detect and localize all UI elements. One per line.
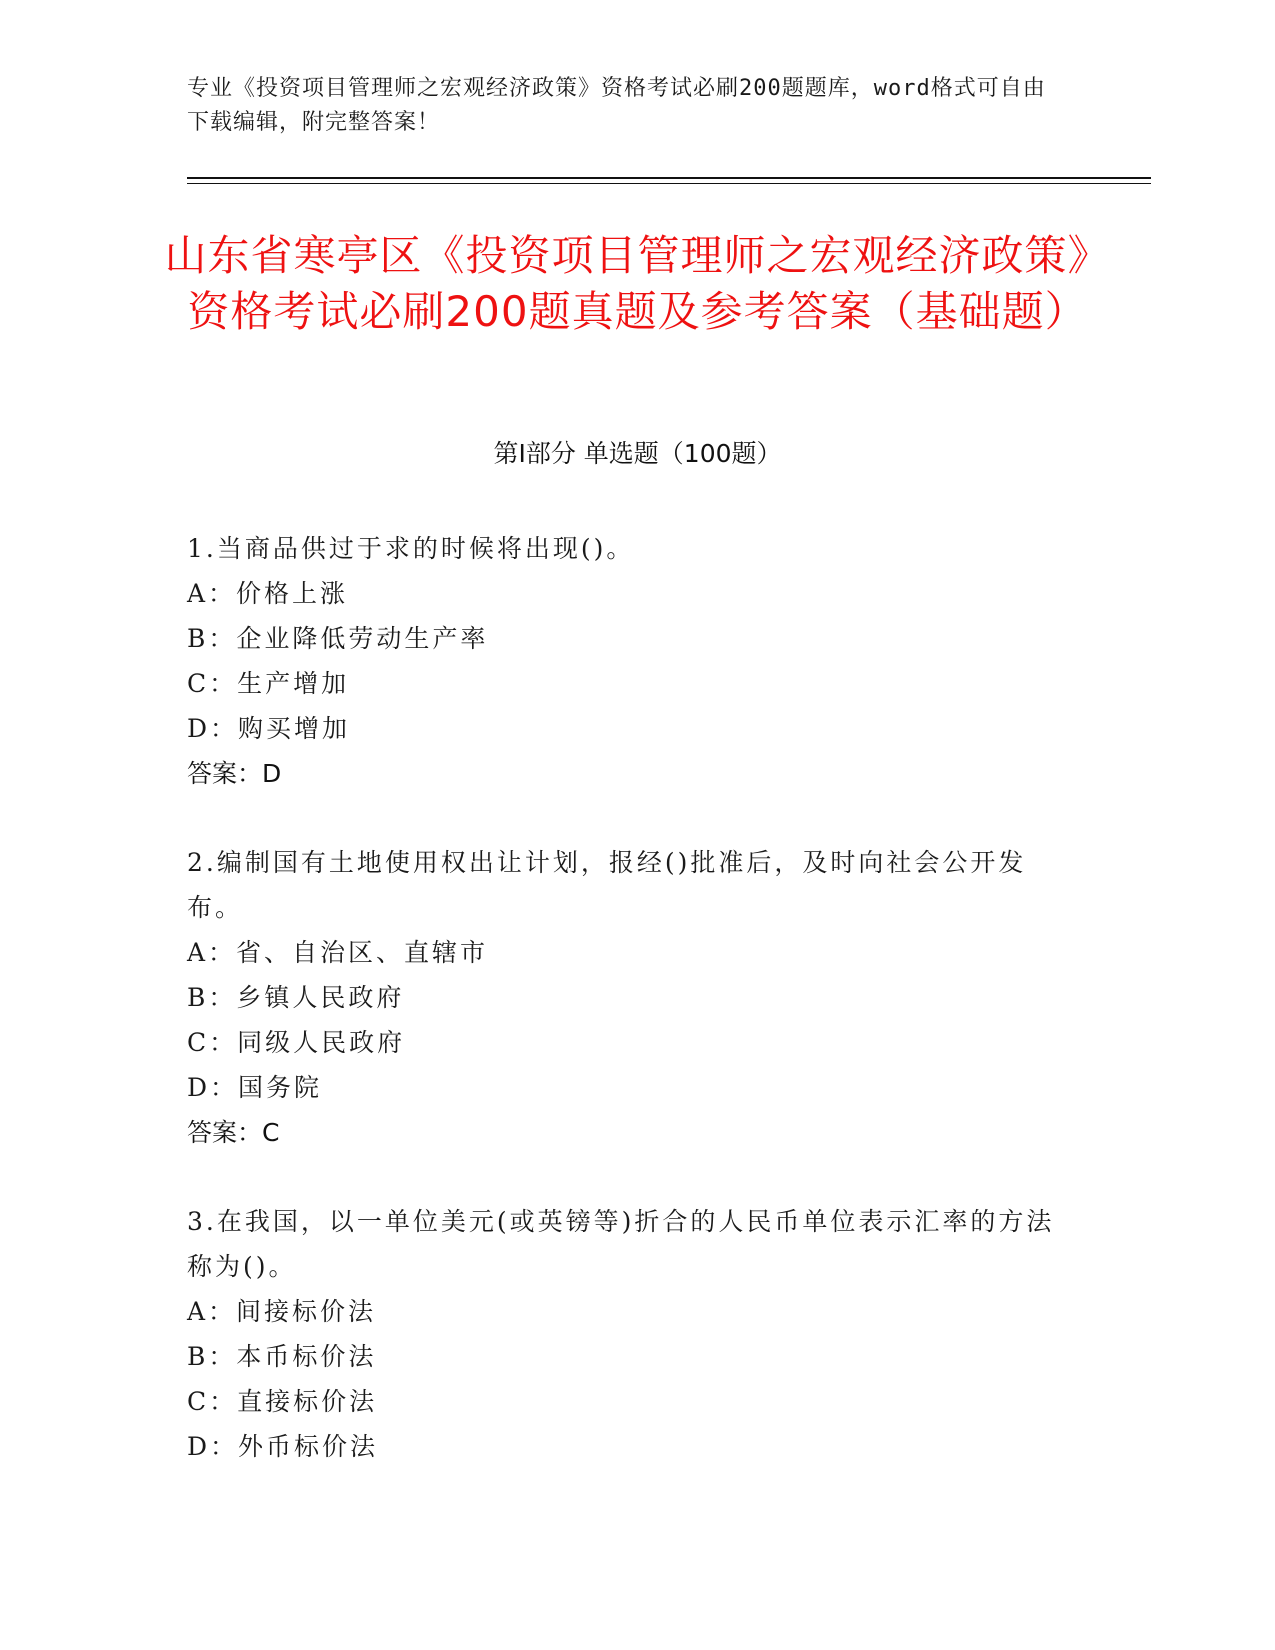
question-3 <box>187 1199 1067 1469</box>
question-stem: 3.在我国，以一单位美元(或英镑等)折合的人民币单位表示汇率的方法称为()。 <box>187 1207 1055 1281</box>
option-c: C：生产增加 <box>187 669 350 698</box>
answer: 答案：D <box>187 759 282 788</box>
header-note: 专业《投资项目管理师之宏观经济政策》资格考试必刷200题题库，word格式可自由下载编辑，附完整答案！ <box>187 76 1046 135</box>
question-stem: 2.编制国有土地使用权出让计划，报经()批准后，及时向社会公开发布。 <box>187 848 1027 922</box>
question-list <box>187 526 1067 1513</box>
option-d: D：外币标价法 <box>187 1432 379 1461</box>
document-title: 山东省寒亭区《投资项目管理师之宏观经济政策》资格考试必刷200题真题及参考答案（基础题） <box>164 231 1111 336</box>
option-a: A：价格上涨 <box>187 579 349 608</box>
option-a: A：间接标价法 <box>187 1297 377 1326</box>
section-title: 第I部分 单选题（100题） <box>493 439 782 468</box>
answer: 答案：C <box>187 1118 280 1147</box>
question-1 <box>187 526 1067 796</box>
option-c: C：同级人民政府 <box>187 1028 406 1057</box>
option-b: B：本币标价法 <box>187 1342 377 1371</box>
option-c: C：直接标价法 <box>187 1387 378 1416</box>
question-stem: 1.当商品供过于求的时候将出现()。 <box>187 534 635 563</box>
question-2 <box>187 840 1067 1155</box>
header-rule-thin <box>187 183 1151 184</box>
option-b: B：乡镇人民政府 <box>187 983 405 1012</box>
header-rule-thick <box>187 177 1151 179</box>
option-a: A：省、自治区、直辖市 <box>187 938 489 967</box>
option-d: D：国务院 <box>187 1073 323 1102</box>
option-d: D：购买增加 <box>187 714 351 743</box>
option-b: B：企业降低劳动生产率 <box>187 624 489 653</box>
